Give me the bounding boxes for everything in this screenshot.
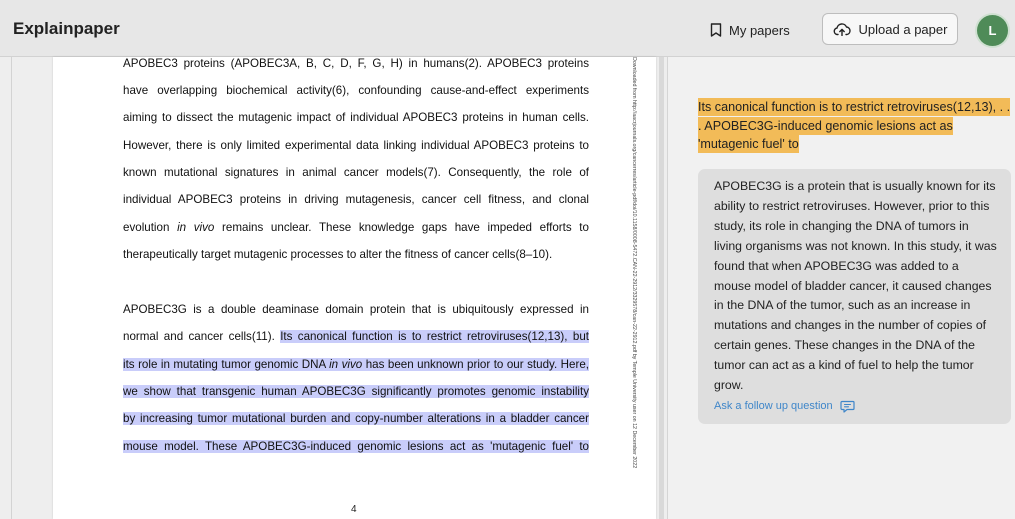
text-line[interactable] <box>123 330 589 344</box>
text-line[interactable] <box>123 440 589 454</box>
upload-paper-label: Upload a paper <box>858 21 948 37</box>
app-logo[interactable]: Explainpaper <box>13 19 120 38</box>
top-bar <box>0 0 1015 57</box>
text-line[interactable]: individual APOBEC3 proteins in driving mutagenesis, cancer cell fitness, and clonal <box>123 193 589 206</box>
text-line[interactable]: aiming to dissect the mutagenic impact of individual APOBEC3 proteins in human cells. <box>123 111 589 124</box>
text-line[interactable]: therapeutically target mutagenic processes to alter the fitness of cancer cells(8–10). <box>123 248 553 261</box>
user-avatar[interactable]: L <box>977 15 1008 46</box>
text-line[interactable] <box>123 221 589 235</box>
text-line[interactable]: APOBEC3 proteins (APOBEC3A, B, C, D, F, G, H) in humans(2). APOBEC3 proteins <box>123 57 589 70</box>
document-viewer[interactable] <box>0 57 667 519</box>
text-line[interactable]: known mutational signatures in animal cancer models(7). Consequently, the role of <box>123 166 589 179</box>
highlighted-text[interactable]: by increasing tumor mutational burden and copy-number alterations in a bladder cancer <box>123 412 589 425</box>
text-run: evolution <box>123 221 178 234</box>
text-run: has been unknown prior to our study. Here, <box>362 358 589 371</box>
explanation-card <box>698 169 1011 424</box>
highlighted-text[interactable] <box>123 358 589 371</box>
viewer-divider <box>11 57 12 519</box>
selected-text-quote <box>698 98 1015 154</box>
explanation-panel <box>667 57 1015 519</box>
text-run: remains unclear. These knowledge gaps have impeded efforts to <box>214 221 589 234</box>
page-number: 4 <box>351 504 357 515</box>
highlighted-text[interactable]: we show that transgenic human APOBEC3G significantly promotes genomic instability <box>123 385 589 398</box>
quote-highlight: Its canonical function is to restrict retroviruses(12,13), . . . APOBEC3G-induced genomic lesions act as 'mutagenic fuel' to <box>698 100 1011 152</box>
follow-up-label: Ask a follow up question <box>714 400 833 413</box>
text-line[interactable]: However, there is only limited experimental data linking individual APOBEC3 proteins to <box>123 139 589 152</box>
text-line[interactable] <box>123 385 589 399</box>
chat-bubble-icon <box>840 400 855 413</box>
text-run: its role in mutating tumor genomic DNA <box>123 358 330 371</box>
download-watermark: Downloaded from http://aacrjournals.org/cancerres/article-pdf/doi/10.1158/0008-5472.CAN-22-2912/3329578/can-22-2912.pdf by Temple University user on 12 December 2022 <box>631 57 637 469</box>
italic-text: in vivo <box>329 358 363 371</box>
highlighted-text[interactable]: Its canonical function is to restrict retroviruses(12,13), but <box>280 330 589 343</box>
bookmark-icon <box>710 23 722 37</box>
text-line[interactable]: have overlapping biochemical activity(6), confounding cause-and-effect experiments <box>123 84 589 97</box>
text-line[interactable] <box>123 412 589 426</box>
pdf-page[interactable] <box>53 57 656 519</box>
italic-text: in vivo <box>177 221 215 234</box>
my-papers-link[interactable] <box>710 20 790 40</box>
explanation-text: APOBEC3G is a protein that is usually known for its ability to restrict retroviruses. However, prior to this study, its role in changing the DNA of tumors in living organisms was not known. In this study, it was found that when APOBEC3G was added to a mouse model of bladder cancer, it caused changes in the DNA of the tumor, such as an increase in mutations and changes in the number of copies of certain genes. These changes in the DNA of the tumor can act as a kind of fuel to help the tumor grow. <box>714 179 997 393</box>
my-papers-label: My papers <box>729 22 790 38</box>
text-line[interactable] <box>123 358 589 372</box>
document-scrollbar[interactable] <box>659 57 664 519</box>
cloud-upload-icon <box>833 22 851 36</box>
follow-up-link[interactable] <box>714 400 997 413</box>
text-run: normal and cancer cells(11). <box>123 330 281 343</box>
highlighted-text[interactable]: mouse model. These APOBEC3G-induced genomic lesions act as 'mutagenic fuel' to <box>123 440 589 453</box>
text-line[interactable]: APOBEC3G is a double deaminase domain protein that is ubiquitously expressed in <box>123 303 589 316</box>
upload-paper-button[interactable] <box>822 13 958 45</box>
